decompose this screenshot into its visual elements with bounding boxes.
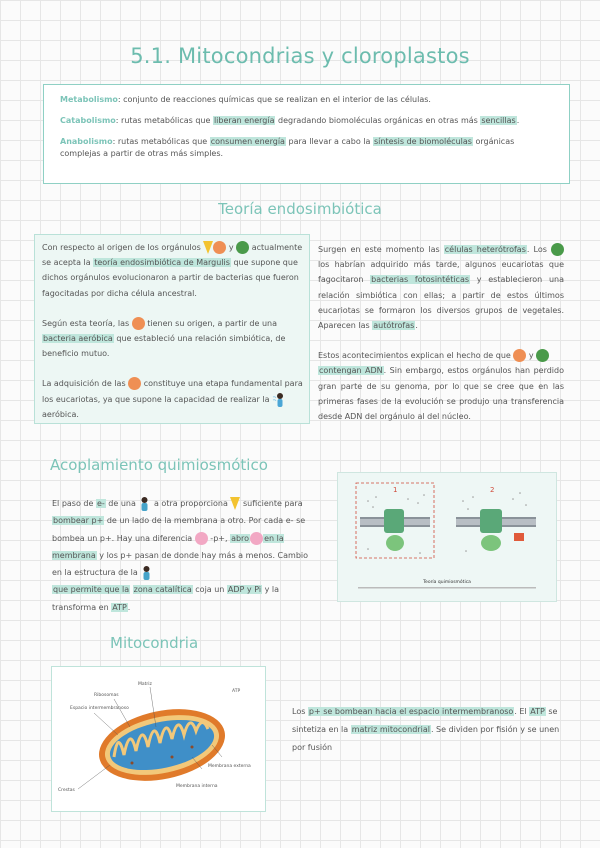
- highlight: contengan ADN: [319, 366, 383, 376]
- highlight: ATP: [530, 707, 545, 716]
- page-title: 5.1. Mitocondrias y cloroplastos: [130, 44, 470, 68]
- text: Con respecto al origen de los orgánulos: [42, 243, 204, 252]
- text: que estableció una relación simbiótica, de beneficio mutuo.: [42, 334, 286, 359]
- label-crestas: Crestas: [58, 788, 75, 793]
- section-heading-acoplamiento: Acoplamiento quimiosmótico: [50, 456, 268, 474]
- chemiosmotic-diagram: [338, 473, 556, 601]
- text: coja un: [192, 585, 227, 595]
- definition-catabolismo: [60, 115, 553, 127]
- highlight: síntesis de biomoléculas: [373, 137, 472, 146]
- definition-text: degradando biomoléculas orgánicas en otras más: [275, 116, 481, 125]
- text: se sintetiza en la: [292, 707, 558, 734]
- paragraph: [318, 242, 564, 333]
- highlight: en la membrana: [52, 533, 284, 560]
- lightning-icon: [203, 241, 213, 254]
- highlight: liberan energía: [213, 116, 275, 125]
- text: .: [415, 321, 418, 331]
- text: suficiente para: [240, 499, 303, 508]
- text: El paso de: [52, 499, 96, 508]
- breathing-person-icon: [272, 392, 285, 407]
- label-membrana-externa: Membrana externa: [208, 764, 251, 769]
- paragraph: [42, 376, 306, 422]
- figure-caption: Teoría quimiosmótica: [423, 580, 471, 585]
- chloroplast-icon: [536, 349, 549, 362]
- text: Los: [292, 707, 308, 716]
- highlight: consumen energía: [210, 137, 285, 146]
- label-membrana-interna: Membrana interna: [176, 784, 218, 789]
- text: de un lado de la membrana a otro. Por cada e- se bombea un p+. Hay una diferencia: [52, 516, 306, 543]
- endosymbiotic-right-column: [318, 242, 564, 439]
- highlight: células heterótrofas: [444, 245, 526, 254]
- mitochondria-icon: [128, 377, 141, 390]
- highlight: autótrofas: [373, 321, 415, 331]
- caption-line: [358, 587, 536, 589]
- definition-text: : conjunto de reacciones químicas que se realizan en el interior de las células.: [117, 95, 431, 104]
- label-ribosomas: Ribosomas: [94, 693, 119, 698]
- text: y la transforma en: [52, 585, 280, 612]
- text: . Los: [526, 245, 551, 254]
- paragraph: [42, 316, 306, 362]
- text: aeróbica.: [42, 409, 79, 419]
- highlight: teoría endosimbiótica de Margulis: [94, 258, 230, 268]
- text: que supone que dichos orgánulos evolucionaron a partir de bacterias que fueron fagocitadas por dicha célula ancestral.: [42, 258, 299, 298]
- text: Estos acontecimientos explican el hecho de que: [318, 351, 514, 361]
- octopus-icon: [195, 532, 208, 545]
- text: y establecieron una relación simbiótica con ellas; a partir de estos últimos eucariotas se formaron los diversos grupos de vegetales. Aparecen las: [318, 275, 564, 331]
- section-heading-mitocondria: Mitocondria: [110, 634, 199, 652]
- membrane-left: [360, 509, 430, 551]
- term-metabolismo: Metabolismo: [60, 95, 118, 104]
- text: y: [226, 243, 237, 252]
- definition-text: para llevar a cabo la: [285, 137, 373, 146]
- mitochondria-icon: [513, 349, 526, 362]
- diagram-label-1: 1: [393, 486, 398, 494]
- diagram-label-2: 2: [490, 486, 495, 494]
- mitochondria-diagram: [52, 667, 265, 811]
- mitochondria-icon: [132, 317, 145, 330]
- lightning-icon: [230, 497, 240, 510]
- text: La adquisición de las: [42, 379, 129, 389]
- chloroplast-icon: [551, 243, 564, 256]
- label-espacio: Espacio intermembranoso: [70, 706, 129, 711]
- definitions-box: [43, 84, 570, 184]
- mitochondria-figure: [51, 666, 266, 812]
- highlight: sencillas: [481, 116, 516, 125]
- mitocondria-text: [292, 703, 560, 757]
- confused-person-icon: [138, 496, 151, 511]
- definition-text: orgánicas complejas a partir de otras más simples.: [60, 137, 515, 158]
- definition-metabolismo: [60, 94, 553, 106]
- text: y: [526, 351, 537, 361]
- paragraph: [42, 240, 306, 301]
- text: . El: [514, 707, 530, 716]
- highlight: ADP y Pi: [227, 585, 262, 595]
- text: constituye una etapa fundamental para los eucariotas, ya que supone la capacidad de realizar la: [42, 379, 303, 404]
- membrane-right: [456, 509, 536, 551]
- definition-text: : rutas metabólicas que: [112, 137, 210, 146]
- text: Surgen en este momento las: [318, 245, 444, 254]
- highlight: bacteria aeróbica: [43, 334, 113, 344]
- highlight: que permite que la: [53, 585, 130, 595]
- endosymbiotic-left-column: [42, 240, 306, 437]
- highlight: ATP: [112, 602, 127, 612]
- highlight: zona catalítica: [133, 585, 192, 595]
- term-anabolismo: Anabolismo: [60, 137, 113, 146]
- pink-blob-icon: [250, 532, 263, 545]
- acoplamiento-text: [52, 495, 318, 616]
- text: . Sin embargo, estos orgánulos han perdido gran parte de su genoma, por lo que se cree que en las primeras fases de la evolución se produjo una transferencia desde ADN del orgánulo al del núcleo.: [318, 366, 564, 422]
- text: Según esta teoría, las: [42, 318, 132, 328]
- chloroplast-icon: [236, 241, 249, 254]
- section-heading-endosimbiotica: Teoría endosimbiótica: [218, 200, 382, 218]
- text: .: [127, 602, 131, 612]
- text: los habrían adquirido más tarde, algunos eucariotas que fagocitaron: [318, 260, 564, 285]
- text: -p+,: [207, 533, 231, 543]
- text: y los p+ pasan de donde hay más a menos. Cambio en la estructura de la: [52, 550, 309, 578]
- text: de una: [105, 499, 139, 508]
- highlight: bacterias fotosintéticas: [371, 275, 470, 285]
- highlight: e-: [96, 499, 105, 508]
- definition-text: .: [516, 116, 520, 125]
- term-catabolismo: Catabolismo: [60, 116, 116, 125]
- label-matriz: Matriz: [138, 682, 152, 687]
- chemiosmotic-figure: [337, 472, 557, 602]
- highlight: matriz mitocondrial: [351, 725, 430, 734]
- text: a otra proporciona: [151, 499, 231, 508]
- mitochondria-icon: [213, 241, 226, 254]
- text: actualmente se acepta la: [42, 243, 303, 268]
- paragraph: [318, 348, 564, 424]
- definition-text: : rutas metabólicas que: [115, 116, 213, 125]
- highlight: p+ se bombean hacia el espacio intermembranoso: [308, 707, 514, 716]
- confused-person-icon: [140, 565, 153, 580]
- text: . Se dividen por fisión y se unen por fusión: [292, 725, 560, 752]
- highlight: abro: [231, 533, 250, 543]
- definition-anabolismo: [60, 136, 553, 160]
- text: tienen su origen, a partir de una: [144, 318, 277, 328]
- label-atp: ATP: [232, 689, 241, 694]
- highlight: bombear p+: [53, 516, 104, 526]
